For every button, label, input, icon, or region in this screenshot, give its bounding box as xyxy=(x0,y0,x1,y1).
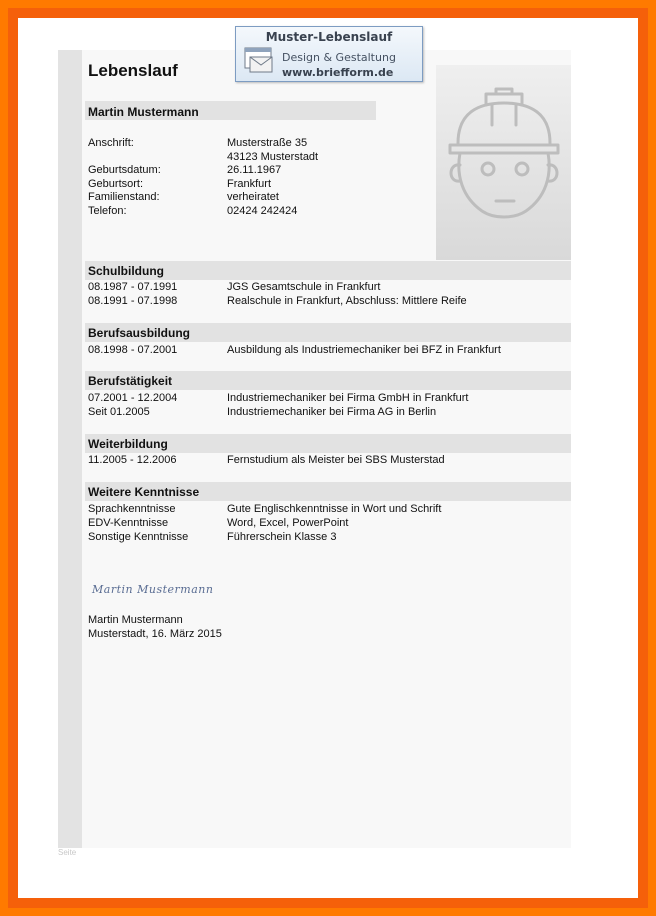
section-title: Weitere Kenntnisse xyxy=(88,485,200,499)
address-line1: Musterstraße 35 xyxy=(227,137,308,149)
worker-avatar-icon xyxy=(436,65,571,260)
birthdate-label: Geburtsdatum: xyxy=(88,164,161,176)
entry-date: Seit 01.2005 xyxy=(88,406,150,418)
entry-date: 11.2005 - 12.2006 xyxy=(88,454,177,466)
section-header-weitere-kenntnisse xyxy=(85,482,571,501)
phone-label: Telefon: xyxy=(88,205,127,217)
entry-date: 08.1987 - 07.1991 xyxy=(88,281,178,293)
section-header-berufsausbildung xyxy=(85,323,571,342)
entry-text: Gute Englischkenntnisse in Wort und Schrift xyxy=(227,503,442,515)
page-label: Seite xyxy=(58,848,77,857)
entry-text: JGS Gesamtschule in Frankfurt xyxy=(227,281,381,293)
applicant-name: Martin Mustermann xyxy=(88,105,199,119)
section-header-schulbildung xyxy=(85,261,571,280)
section-header-berufstaetigkeit xyxy=(85,371,571,390)
entry-date: 08.1998 - 07.2001 xyxy=(88,344,178,356)
address-label: Anschrift: xyxy=(88,137,134,149)
marital-status-label: Familienstand: xyxy=(88,191,160,203)
marital-status-value: verheiratet xyxy=(227,191,279,203)
section-title: Berufstätigkeit xyxy=(88,374,173,388)
document-title: Lebenslauf xyxy=(88,61,178,80)
closing-name: Martin Mustermann xyxy=(88,614,183,626)
section-header-weiterbildung xyxy=(85,434,571,453)
section-title: Schulbildung xyxy=(88,264,164,278)
entry-text: Realschule in Frankfurt, Abschluss: Mittlere Reife xyxy=(227,295,467,307)
envelope-icon xyxy=(244,47,274,80)
entry-text: Führerschein Klasse 3 xyxy=(227,531,337,543)
address-line2: 43123 Musterstadt xyxy=(227,151,319,163)
brand-banner[interactable] xyxy=(235,26,423,82)
entry-date: EDV-Kenntnisse xyxy=(88,517,169,529)
banner-title: Muster-Lebenslauf xyxy=(265,30,393,44)
banner-url[interactable]: www.briefform.de xyxy=(282,66,394,79)
entry-text: Industriemechaniker bei Firma AG in Berlin xyxy=(227,406,437,418)
birthplace-value: Frankfurt xyxy=(227,178,272,190)
closing-place-date: Musterstadt, 16. März 2015 xyxy=(88,628,222,640)
section-title: Weiterbildung xyxy=(88,437,168,451)
phone-value: 02424 242424 xyxy=(227,205,298,217)
entry-date: Sonstige Kenntnisse xyxy=(88,531,189,543)
entry-text: Word, Excel, PowerPoint xyxy=(227,517,349,529)
entry-date: 08.1991 - 07.1998 xyxy=(88,295,178,307)
entry-text: Fernstudium als Meister bei SBS Musterstad xyxy=(227,454,445,466)
entry-text: Industriemechaniker bei Firma GmbH in Frankfurt xyxy=(227,392,469,404)
entry-date: Sprachkenntnisse xyxy=(88,503,176,515)
entry-date: 07.2001 - 12.2004 xyxy=(88,392,178,404)
birthdate-value: 26.11.1967 xyxy=(227,164,282,176)
name-header-bar xyxy=(85,101,376,120)
entry-text: Ausbildung als Industriemechaniker bei BFZ in Frankfurt xyxy=(227,344,501,356)
banner-subtitle: Design & Gestaltung xyxy=(282,51,396,64)
handwritten-signature: Martin Mustermann xyxy=(92,583,214,596)
photo-placeholder xyxy=(436,65,571,260)
left-margin-strip xyxy=(58,50,82,848)
section-title: Berufsausbildung xyxy=(88,326,191,340)
birthplace-label: Geburtsort: xyxy=(88,178,144,190)
